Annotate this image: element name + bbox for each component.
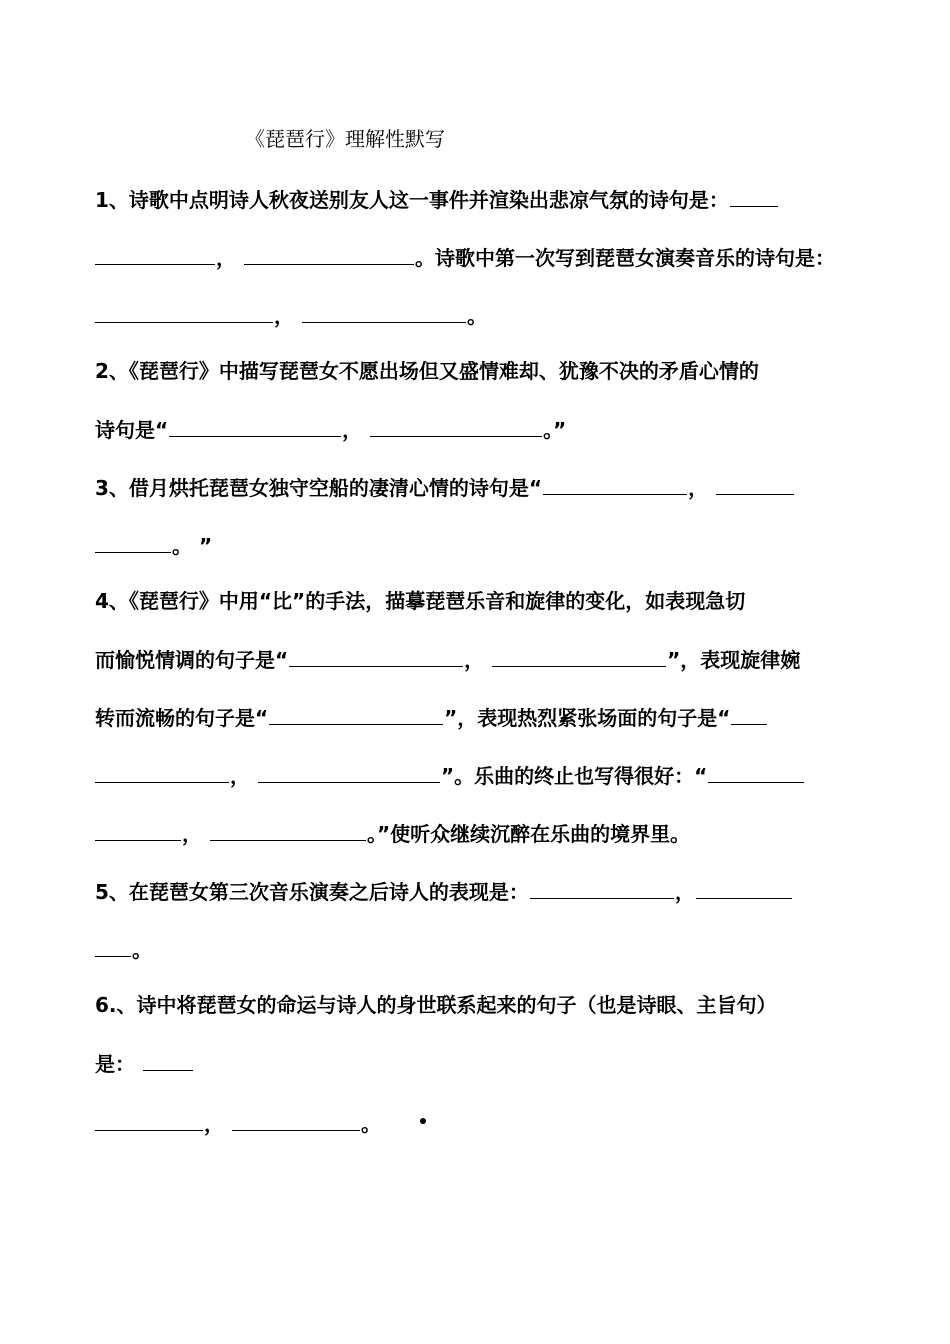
punctuation: 。 ” [172,534,213,558]
punctuation: ， [342,418,363,442]
question-4-text-continued: ”。乐曲的终止也写得很好：“ [440,764,708,788]
question-4-line-3 [95,702,768,732]
question-6-line-1 [95,990,777,1020]
answer-blank[interactable] [696,876,792,899]
question-5-text: 5、在琵琶女第三次音乐演奏之后诗人的表现是： [95,880,529,904]
question-5-line-1 [95,876,793,906]
answer-blank[interactable] [244,242,414,265]
answer-blank[interactable] [143,1048,193,1071]
question-1-text: 1、诗歌中点明诗人秋夜送别友人这一事件并渲染出悲凉气氛的诗句是： [95,188,729,212]
answer-blank[interactable] [289,644,463,667]
answer-blank[interactable] [492,644,666,667]
answer-blank[interactable] [232,1108,360,1131]
answer-blank[interactable] [708,760,804,783]
question-4-line-5 [95,818,690,848]
question-4-text-continued: ”，表现热烈紧张场面的句子是“ [444,706,731,730]
punctuation: 。 [360,1112,381,1136]
punctuation: ， [182,822,202,846]
question-2-line-2 [95,414,566,444]
punctuation: ， [464,648,485,672]
answer-blank[interactable] [269,702,443,725]
answer-blank[interactable] [95,530,171,553]
answer-blank[interactable] [730,184,778,207]
question-6-line-2 [95,1048,194,1078]
question-4-text: 4、《琵琶行》中用“比”的手法，描摹琵琶乐音和旋律的变化，如表现急切 [95,589,746,613]
bullet-dot [420,1118,426,1124]
question-4-line-1 [95,586,745,616]
question-1-line-2 [95,242,835,272]
question-6-line-3 [95,1108,381,1138]
answer-blank[interactable] [258,760,440,783]
punctuation: ， [204,1112,224,1136]
question-4-line-4 [95,760,805,790]
question-3-text: 3、借月烘托琵琶女独守空船的凄清心情的诗句是“ [95,476,543,500]
question-2-line-1 [95,356,759,386]
question-4-text-continued: 而愉悦情调的句子是“ [95,648,289,672]
punctuation: ， [274,304,294,328]
question-3-line-1 [95,472,795,502]
question-4-text-continued: 转而流畅的句子是“ [95,706,269,730]
answer-blank[interactable] [731,702,767,725]
question-1-line-3 [95,300,487,330]
question-1-line-1 [95,184,779,214]
question-5-line-2 [95,934,152,964]
answer-blank[interactable] [716,472,794,495]
answer-blank[interactable] [95,934,131,957]
answer-blank[interactable] [543,472,687,495]
punctuation: 。 [132,938,152,962]
punctuation: ， [688,476,709,500]
question-2-text-continued: 诗句是“ [95,418,169,442]
answer-blank[interactable] [95,760,229,783]
answer-blank[interactable] [370,414,542,437]
question-4-line-2 [95,644,800,674]
punctuation: 。” [543,418,567,442]
answer-blank[interactable] [95,818,181,841]
question-6-text-continued: 是： [95,1052,135,1076]
answer-blank[interactable] [302,300,466,323]
answer-blank[interactable] [95,1108,203,1131]
question-4-text-continued: ”，表现旋律婉 [667,648,801,672]
question-3-line-2 [95,530,212,560]
answer-blank[interactable] [210,818,366,841]
punctuation: ， [216,246,236,270]
question-4-text-continued: 。”使听众继续沉醉在乐曲的境界里。 [366,822,691,846]
question-2-text: 2、《琵琶行》中描写琵琶女不愿出场但又盛情难却、犹豫不决的矛盾心情的 [95,359,759,383]
question-1-text-continued: 。诗歌中第一次写到琵琶女演奏音乐的诗句是： [414,246,835,270]
punctuation: ， [674,880,695,904]
answer-blank[interactable] [95,300,273,323]
answer-blank[interactable] [95,242,215,265]
question-6-text: 6.、诗中将琵琶女的命运与诗人的身世联系起来的句子（也是诗眼、主旨句） [95,993,777,1017]
page-title: 《琵琶行》理解性默写 [245,127,445,151]
answer-blank[interactable] [530,876,674,899]
answer-blank[interactable] [169,414,341,437]
punctuation: 。 [466,304,487,328]
punctuation: ， [230,764,250,788]
